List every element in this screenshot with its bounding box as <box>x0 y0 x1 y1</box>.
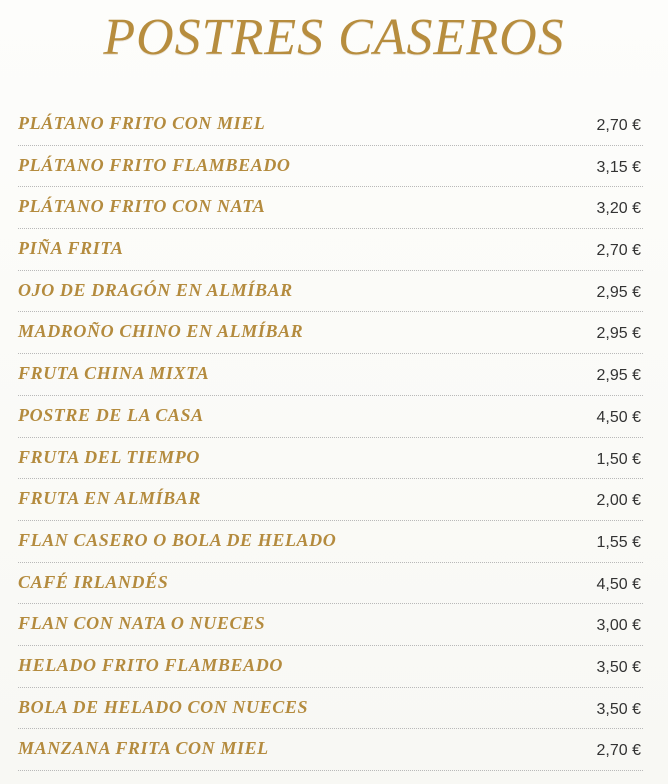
menu-item <box>18 104 643 146</box>
menu-item <box>18 563 643 605</box>
menu-item-price: 2,95 € <box>596 325 641 343</box>
menu-item-name: PLÁTANO FRITO CON MIEL <box>18 113 266 133</box>
menu-item <box>18 521 643 563</box>
menu-item <box>18 187 643 229</box>
menu-item <box>18 688 643 730</box>
menu-item <box>18 229 643 271</box>
menu-item-price: 2,70 € <box>596 242 641 260</box>
menu-item-name: OJO DE DRAGÓN EN ALMÍBAR <box>18 279 293 300</box>
menu-item-price: 1,55 € <box>596 533 641 551</box>
menu-item-price: 3,00 € <box>596 617 641 635</box>
menu-item-name: FRUTA CHINA MIXTA <box>18 363 210 384</box>
menu-item-name: FRUTA EN ALMÍBAR <box>18 488 201 509</box>
menu-item-price: 3,50 € <box>596 700 641 718</box>
menu-item-name: PIÑA FRITA <box>18 238 124 259</box>
menu-item-name: FRUTA DEL TIEMPO <box>18 446 200 467</box>
menu-item-price: 3,20 € <box>596 200 641 218</box>
menu-item-name: POSTRE DE LA CASA <box>18 404 204 425</box>
menu-item-price: 4,50 € <box>596 575 641 593</box>
menu-item <box>18 646 643 688</box>
menu-item-name: FLAN CON NATA O NUECES <box>18 613 266 634</box>
menu-item-price: 2,70 € <box>596 742 641 760</box>
menu-item <box>18 438 643 480</box>
menu-item-name: MANZANA FRITA CON MIEL <box>18 738 269 759</box>
menu-item <box>18 604 643 646</box>
menu-item-price: 1,50 € <box>596 450 641 468</box>
menu-item-price: 3,15 € <box>596 158 641 176</box>
menu-item-name: FLAN CASERO O BOLA DE HELADO <box>18 529 337 550</box>
menu-item <box>18 271 643 313</box>
menu-item-price: 3,50 € <box>596 658 641 676</box>
menu-item-price: 2,95 € <box>596 367 641 385</box>
menu-item-name: BOLA DE HELADO CON NUECES <box>18 696 309 717</box>
menu-item-name: HELADO FRITO FLAMBEADO <box>18 654 283 675</box>
menu-item-price: 2,70 € <box>596 117 641 134</box>
menu-item-name: MADROÑO CHINO EN ALMÍBAR <box>18 321 304 342</box>
menu-item-price: 2,95 € <box>596 283 641 301</box>
menu-item-name: PLÁTANO FRITO FLAMBEADO <box>18 154 291 175</box>
menu-item-name: CAFÉ IRLANDÉS <box>18 571 169 592</box>
menu-item <box>18 396 643 438</box>
dessert-menu-list <box>18 104 643 771</box>
page-title: POSTRES CASEROS <box>103 9 565 66</box>
menu-item <box>18 479 643 521</box>
menu-item <box>18 312 643 354</box>
menu-item-price: 4,50 € <box>596 408 641 426</box>
menu-item <box>18 354 643 396</box>
menu-item-price: 2,00 € <box>596 492 641 510</box>
menu-item <box>18 729 643 771</box>
menu-item <box>18 146 643 188</box>
menu-item-name: PLÁTANO FRITO CON NATA <box>18 196 266 217</box>
